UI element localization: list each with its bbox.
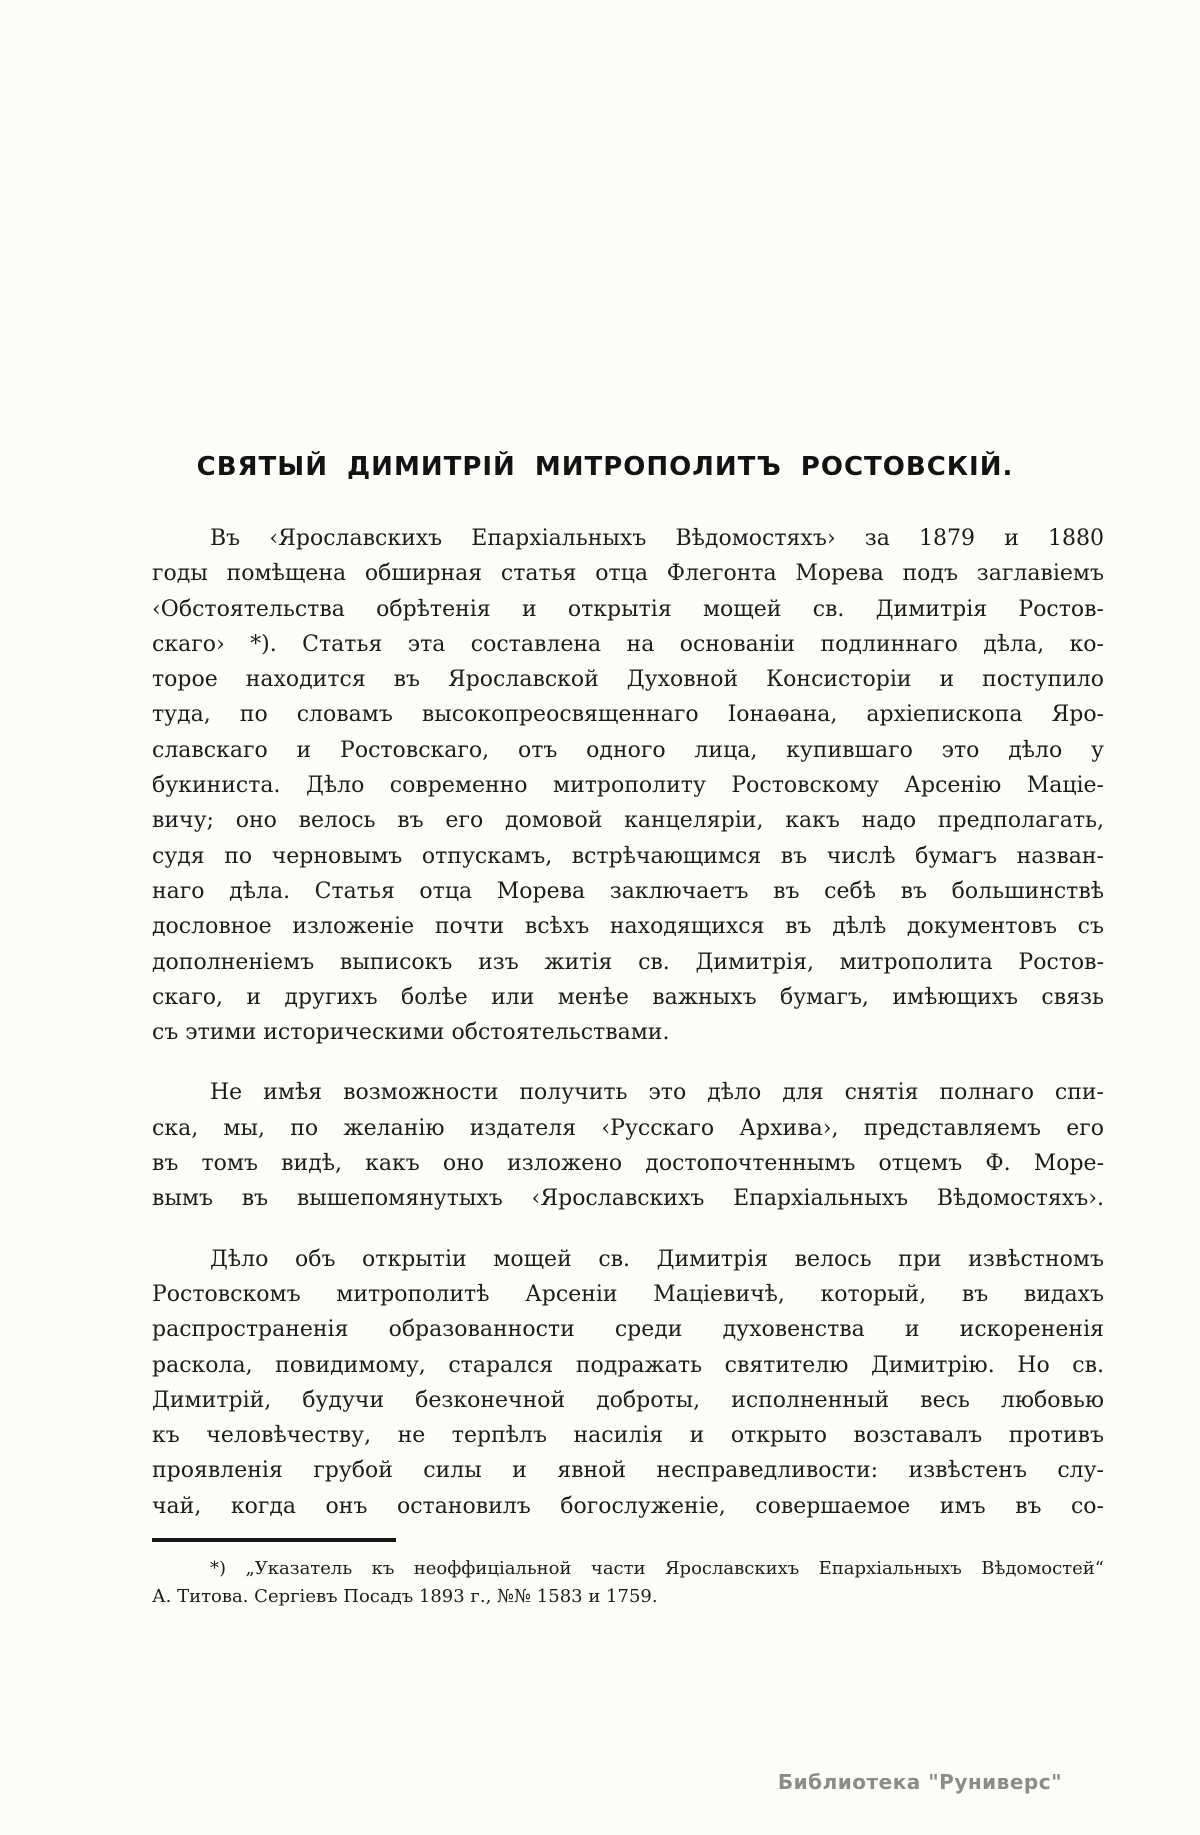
text-line: вичу; оно велось въ его домовой канцеляріи, какъ надо предполагать, bbox=[152, 808, 1104, 834]
text-line: наго дѣла. Статья отца Морева заключаетъ въ себѣ въ большинствѣ bbox=[152, 878, 1104, 904]
text-line: Дѣло объ открытіи мощей св. Димитрія велось при извѣстномъ bbox=[210, 1246, 1104, 1272]
text-line: торое находится въ Ярославской Духовной Консисторіи и поступило bbox=[152, 667, 1104, 693]
footnote-divider bbox=[152, 1538, 396, 1542]
footnote-line: А. Титова. Сергіевъ Посадъ 1893 г., №№ 1583 и 1759. bbox=[152, 1585, 658, 1607]
text-line: распространенія образованности среди духовенства и искорененія bbox=[152, 1317, 1104, 1343]
text-line: скаго, и другихъ болѣе или менѣе важныхъ бумагъ, имѣющихъ связь bbox=[152, 984, 1104, 1010]
text-line: дополненіемъ выписокъ изъ житія св. Димитрія, митрополита Ростов- bbox=[152, 949, 1104, 975]
text-line: Въ ‹Ярославскихъ Епархіальныхъ Вѣдомостяхъ› за 1879 и 1880 bbox=[210, 526, 1104, 551]
footnote-line: *) „Указатель къ неоффиціальной части Ярославскихъ Епархіальныхъ Вѣдомостей“ bbox=[210, 1558, 1104, 1579]
footnote bbox=[152, 1555, 1104, 1610]
text-line: годы помѣщена обширная статья отца Флегонта Морева подъ заглавіемъ bbox=[152, 561, 1104, 587]
paragraph bbox=[152, 1242, 1104, 1524]
text-line: раскола, повидимому, старался подражать святителю Димитрію. Но св. bbox=[152, 1352, 1104, 1378]
text-line: чай, когда онъ остановилъ богослуженіе, совершаемое имъ въ со- bbox=[152, 1493, 1104, 1519]
paragraph bbox=[152, 521, 1104, 1050]
text-line: проявленія грубой силы и явной несправедливости: извѣстенъ слу- bbox=[152, 1458, 1104, 1484]
text-line: Не имѣя возможности получить это дѣло для снятія полнаго спи- bbox=[210, 1080, 1104, 1106]
text-line: славскаго и Ростовскаго, отъ одного лица, купившаго это дѣло у bbox=[152, 737, 1104, 763]
text-line: ска, мы, по желанію издателя ‹Русскаго Архива›, представляемъ его bbox=[152, 1115, 1104, 1141]
text-line: судя по черновымъ отпускамъ, встрѣчающимся въ числѣ бумагъ назван- bbox=[152, 843, 1104, 869]
text-line: въ томъ видѣ, какъ оно изложено достопочтеннымъ отцемъ Ф. Море- bbox=[152, 1151, 1104, 1177]
text-line: букиниста. Дѣло современно митрополиту Ростовскому Арсенію Маціе- bbox=[152, 773, 1104, 799]
text-line: дословное изложеніе почти всѣхъ находящихся въ дѣлѣ документовъ съ bbox=[152, 914, 1104, 940]
page-title: СВЯТЫЙ ДИМИТРІЙ МИТРОПОЛИТЪ РОСТОВСКІЙ. bbox=[196, 452, 1014, 482]
text-line: къ человѣчеству, не терпѣлъ насилія и открыто возставалъ противъ bbox=[152, 1423, 1104, 1449]
text-line: туда, по словамъ высокопреосвященнаго Іонаѳана, архіепископа Яро- bbox=[152, 702, 1104, 728]
text-line: Ростовскомъ митрополитѣ Арсеніи Маціевичѣ, который, въ видахъ bbox=[152, 1281, 1104, 1307]
body-text bbox=[152, 521, 1104, 1549]
text-line: вымъ въ вышепомянутыхъ ‹Ярославскихъ Епархіальныхъ Вѣдомостяхъ›. bbox=[152, 1186, 1104, 1212]
text-line: скаго› *). Статья эта составлена на основаніи подлиннаго дѣла, ко- bbox=[152, 631, 1104, 657]
library-watermark: Библиотека "Руниверс" bbox=[777, 1770, 1062, 1794]
paragraph bbox=[152, 1075, 1104, 1216]
text-line: съ этими историческими обстоятельствами. bbox=[152, 1020, 670, 1046]
text-line: ‹Обстоятельства обрѣтенія и открытія мощей св. Димитрія Ростов- bbox=[152, 596, 1104, 622]
text-line: Димитрій, будучи безконечной доброты, исполненный весь любовью bbox=[152, 1387, 1104, 1413]
